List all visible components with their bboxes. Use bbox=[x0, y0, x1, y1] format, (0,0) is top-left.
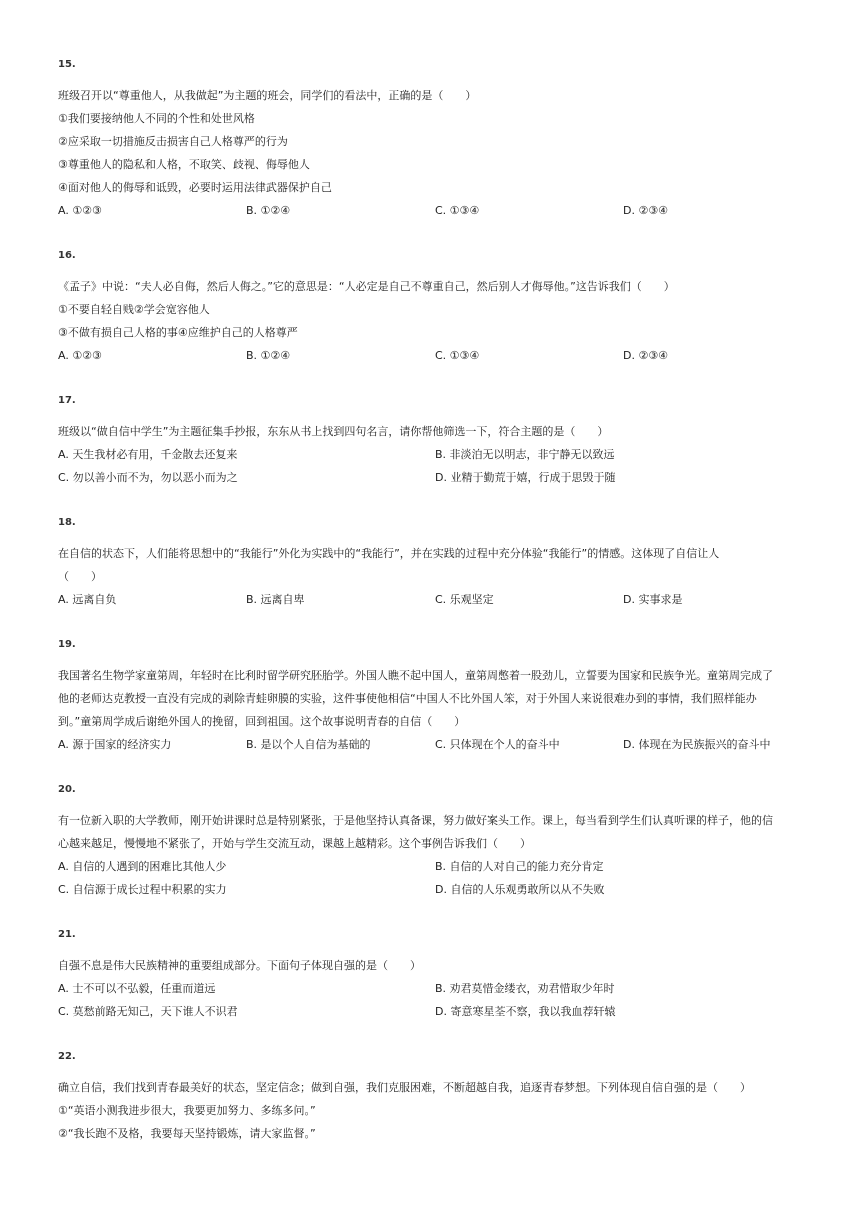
question-16 bbox=[58, 249, 818, 367]
option-c[interactable]: C. 莫愁前路无知己，天下谁人不识君 bbox=[58, 1005, 238, 1018]
question-18 bbox=[58, 516, 818, 611]
question-number: 15. bbox=[58, 59, 76, 70]
option-c[interactable]: C. 乐观坚定 bbox=[435, 593, 494, 606]
option-c[interactable]: C. 只体现在个人的奋斗中 bbox=[435, 738, 560, 751]
option-c[interactable]: C. ①③④ bbox=[435, 349, 480, 362]
question-stem: 班级召开以“尊重他人，从我做起”为主题的班会，同学们的看法中，正确的是（ ） bbox=[58, 89, 477, 102]
question-number: 19. bbox=[58, 639, 76, 650]
option-b[interactable]: B. 劝君莫惜金缕衣，劝君惜取少年时 bbox=[435, 982, 615, 995]
question-stem: 《孟子》中说：“夫人必自侮，然后人侮之。”它的意思是：“人必定是自己不尊重自己，然后别人才侮辱他。”这告诉我们（ ） bbox=[58, 280, 675, 293]
option-d[interactable]: D. 业精于勤荒于嬉，行成于思毁于随 bbox=[435, 471, 616, 484]
option-d[interactable]: D. ②③④ bbox=[623, 204, 669, 217]
options-row bbox=[58, 733, 818, 756]
statement-line: ③不做有损自己人格的事④应维护自己的人格尊严 bbox=[58, 326, 298, 339]
options-row bbox=[58, 466, 818, 489]
question-stem-cont: 他的老师达克教授一直没有完成的剥除青蛙卵膜的实验，这件事使他相信“中国人不比外国人笨，对于外国人来说很难办到的事情，我们照样能办 bbox=[58, 692, 757, 705]
question-stem-cont: 心越来越足，慢慢地不紧张了，开始与学生交流互动，课越上越精彩。这个事例告诉我们（ ） bbox=[58, 837, 531, 850]
options-row bbox=[58, 199, 818, 222]
option-d[interactable]: D. 寄意寒星荃不察，我以我血荐轩辕 bbox=[435, 1005, 616, 1018]
statement-line: ①我们要接纳他人不同的个性和处世风格 bbox=[58, 112, 255, 125]
option-b[interactable]: B. 是以个人自信为基础的 bbox=[246, 738, 371, 751]
question-19 bbox=[58, 638, 818, 756]
option-d[interactable]: D. 自信的人乐观勇敢所以从不失败 bbox=[435, 883, 605, 896]
options-row bbox=[58, 1000, 818, 1023]
option-d[interactable]: D. 实事求是 bbox=[623, 593, 683, 606]
statement-line: ②“我长跑不及格，我要每天坚持锻炼，请大家监督。” bbox=[58, 1127, 316, 1140]
option-a[interactable]: A. 自信的人遇到的困难比其他人少 bbox=[58, 860, 227, 873]
option-a[interactable]: A. ①②③ bbox=[58, 349, 102, 362]
question-stem: 我国著名生物学家童第周，年轻时在比利时留学研究胚胎学。外国人瞧不起中国人，童第周憋着一股劲儿，立誓要为国家和民族争光。童第周完成了 bbox=[58, 669, 773, 682]
option-b[interactable]: B. 非淡泊无以明志，非宁静无以致远 bbox=[435, 448, 615, 461]
question-number: 20. bbox=[58, 784, 76, 795]
options-row bbox=[58, 855, 818, 878]
option-a[interactable]: A. 远离自负 bbox=[58, 593, 117, 606]
question-stem: 确立自信，我们找到青春最美好的状态，坚定信念；做到自强，我们克服困难，不断超越自我，追逐青春梦想。下列体现自信自强的是（ ） bbox=[58, 1081, 751, 1094]
option-a[interactable]: A. ①②③ bbox=[58, 204, 102, 217]
question-stem: 自强不息是伟大民族精神的重要组成部分。下面句子体现自强的是（ ） bbox=[58, 959, 421, 972]
option-b[interactable]: B. ①②④ bbox=[246, 204, 291, 217]
question-number: 17. bbox=[58, 395, 76, 406]
option-b[interactable]: B. 远离自卑 bbox=[246, 593, 305, 606]
question-stem: 班级以“做自信中学生”为主题征集手抄报，东东从书上找到四句名言，请你帮他筛选一下，符合主题的是（ ） bbox=[58, 425, 609, 438]
options-row bbox=[58, 443, 818, 466]
option-c[interactable]: C. 自信源于成长过程中积累的实力 bbox=[58, 883, 227, 896]
statement-line: ②应采取一切措施反击损害自己人格尊严的行为 bbox=[58, 135, 288, 148]
question-stem-cont: （ ） bbox=[58, 570, 102, 583]
statement-line: ①“英语小测我进步很大，我要更加努力、多练多问。” bbox=[58, 1104, 316, 1117]
statement-line: ①不要自轻自贱②学会宽容他人 bbox=[58, 303, 210, 316]
option-d[interactable]: D. 体现在为民族振兴的奋斗中 bbox=[623, 738, 771, 751]
option-a[interactable]: A. 士不可以不弘毅，任重而道远 bbox=[58, 982, 216, 995]
option-d[interactable]: D. ②③④ bbox=[623, 349, 669, 362]
statement-line: ④面对他人的侮辱和诋毁，必要时运用法律武器保护自己 bbox=[58, 181, 332, 194]
options-row bbox=[58, 344, 818, 367]
question-21 bbox=[58, 928, 818, 1023]
option-c[interactable]: C. 勿以善小而不为，勿以恶小而为之 bbox=[58, 471, 238, 484]
statement-line: ③尊重他人的隐私和人格，不取笑、歧视、侮辱他人 bbox=[58, 158, 310, 171]
question-number: 16. bbox=[58, 250, 76, 261]
options-row bbox=[58, 977, 818, 1000]
question-stem: 在自信的状态下，人们能将思想中的“我能行”外化为实践中的“我能行”，并在实践的过程中充分体验“我能行”的情感。这体现了自信让人 bbox=[58, 547, 720, 560]
question-22 bbox=[58, 1050, 818, 1145]
option-a[interactable]: A. 天生我材必有用，千金散去还复来 bbox=[58, 448, 238, 461]
option-a[interactable]: A. 源于国家的经济实力 bbox=[58, 738, 172, 751]
question-15 bbox=[58, 58, 818, 222]
question-number: 22. bbox=[58, 1051, 76, 1062]
question-stem-cont: 到。”童第周学成后谢绝外国人的挽留，回到祖国。这个故事说明青春的自信（ ） bbox=[58, 715, 466, 728]
question-17 bbox=[58, 394, 818, 489]
question-stem: 有一位新入职的大学教师，刚开始讲课时总是特别紧张，于是他坚持认真备课，努力做好案头工作。课上，每当看到学生们认真听课的样子，他的信 bbox=[58, 814, 773, 827]
option-c[interactable]: C. ①③④ bbox=[435, 204, 480, 217]
option-b[interactable]: B. ①②④ bbox=[246, 349, 291, 362]
option-b[interactable]: B. 自信的人对自己的能力充分肯定 bbox=[435, 860, 604, 873]
options-row bbox=[58, 588, 818, 611]
question-20 bbox=[58, 783, 818, 901]
options-row bbox=[58, 878, 818, 901]
question-number: 18. bbox=[58, 517, 76, 528]
question-number: 21. bbox=[58, 929, 76, 940]
